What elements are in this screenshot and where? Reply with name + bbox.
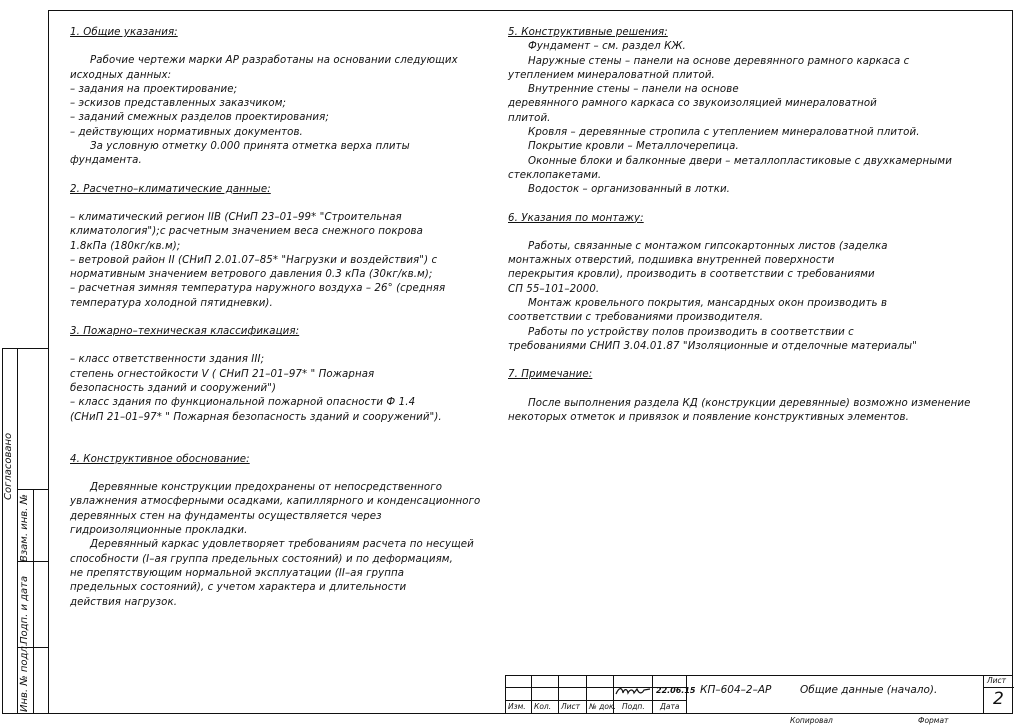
inv-orig-label: Инв. № подл. bbox=[19, 643, 30, 712]
line-spacer bbox=[508, 354, 978, 368]
text-line: стеклопакетами. bbox=[508, 169, 602, 181]
text-line: Оконные блоки и балконные двери – металлопластиковые с двухкамерными bbox=[528, 155, 952, 167]
text-line: перекрытия кровли), производить в соответствии с требованиями bbox=[508, 269, 875, 281]
text-line: Деревянные конструкции предохранены от непосредственного bbox=[90, 482, 443, 494]
text-line: температура холодной пятидневки). bbox=[70, 297, 273, 309]
section-heading: 6. Указания по монтажу: bbox=[508, 212, 644, 224]
text-line: – эскизов представленных заказчиком; bbox=[70, 98, 287, 110]
section-heading: 4. Конструктивное обоснование: bbox=[70, 453, 250, 465]
line-spacer bbox=[508, 383, 978, 397]
text-line: Работы, связанные с монтажом гипсокартонных листов (заделка bbox=[528, 240, 888, 252]
header-kol: Кол. bbox=[534, 702, 552, 711]
text-line: предельных состояний), с учетом характера и длительности bbox=[70, 582, 407, 594]
text-line: увлажнения атмосферными осадками, капиллярного и конденсационного bbox=[70, 496, 481, 508]
text-line: СП 55–101–2000. bbox=[508, 283, 600, 295]
line-spacer bbox=[70, 311, 490, 325]
text-line: 1.8кПа (180кг/кв.м); bbox=[70, 240, 181, 252]
text-line: Кровля – деревянные стропила с утеплением минераловатной плитой. bbox=[528, 127, 920, 139]
text-line: – класс ответственности здания III; bbox=[70, 354, 265, 366]
document-code: КП–604–2–АР bbox=[700, 684, 772, 696]
header-date: Дата bbox=[660, 702, 680, 711]
line-spacer bbox=[70, 169, 490, 183]
section-heading: 7. Примечание: bbox=[508, 369, 593, 381]
line-spacer bbox=[70, 425, 490, 453]
line-spacer bbox=[70, 197, 490, 211]
agreed-label: Согласовано bbox=[3, 432, 14, 500]
text-line: соответствии с требованиями производителя. bbox=[508, 312, 764, 324]
sheet-label: Лист bbox=[987, 676, 1007, 685]
text-line: деревянных стен на фундаменты осуществляется через bbox=[70, 510, 382, 522]
inv-replace-label: Взам. инв. № bbox=[19, 494, 30, 562]
text-line: – задания на проектирование; bbox=[70, 83, 238, 95]
text-line: – расчетная зимняя температура наружного воздуха – 26° (средняя bbox=[70, 283, 446, 295]
text-line: – действующих нормативных документов. bbox=[70, 126, 303, 138]
text-line: деревянного рамного каркаса со звукоизоляцией минераловатной bbox=[508, 98, 877, 110]
sign-date-label: Подп. и дата bbox=[19, 575, 30, 644]
header-sign: Подп. bbox=[622, 702, 645, 711]
line-spacer bbox=[508, 226, 978, 240]
line-spacer bbox=[70, 339, 490, 353]
format-label: Формат bbox=[918, 716, 949, 725]
section-heading: 1. Общие указания: bbox=[70, 27, 178, 38]
approval-date: 22.06.15 bbox=[656, 686, 696, 695]
sheet-title: Общие данные (начало). bbox=[800, 684, 938, 696]
text-line: После выполнения раздела КД (конструкции деревянные) возможно изменение bbox=[528, 397, 971, 409]
text-line: За условную отметку 0.000 принята отметка верха плиты bbox=[90, 141, 410, 153]
text-line: монтажных отверстий, подшивка внутренней поверхности bbox=[508, 255, 835, 267]
text-line: – заданий смежных разделов проектирования; bbox=[70, 112, 329, 124]
text-line: требованиями СНИП 3.04.01.87 "Изоляционные и отделочные материалы" bbox=[508, 340, 917, 352]
text-line: Монтаж кровельного покрытия, мансардных окон производить в bbox=[528, 298, 888, 310]
header-izm: Изм. bbox=[508, 702, 526, 711]
text-line: (СНиП 21–01–97* " Пожарная безопасность зданий и сооружений"). bbox=[70, 411, 442, 423]
text-line: – класс здания по функциональной пожарной опасности Ф 1.4 bbox=[70, 397, 416, 409]
line-spacer bbox=[70, 40, 490, 54]
text-line: утеплением минераловатной плитой. bbox=[508, 69, 715, 81]
text-line: гидроизоляционные прокладки. bbox=[70, 525, 248, 537]
general-notes-left-column bbox=[70, 26, 490, 610]
line-spacer bbox=[508, 198, 978, 212]
section-heading: 3. Пожарно–техническая классификация: bbox=[70, 326, 300, 338]
text-line: Внутренние стены – панели на основе bbox=[528, 84, 739, 96]
sheet-number: 2 bbox=[993, 689, 1004, 709]
text-line: фундамента. bbox=[70, 155, 142, 167]
text-line: нормативным значением ветрового давления 0.3 кПа (30кг/кв.м); bbox=[70, 269, 433, 281]
text-line: степень огнестойкости V ( СНиП 21–01–97* " Пожарная bbox=[70, 368, 375, 380]
text-line: Работы по устройству полов производить в соответствии с bbox=[528, 326, 854, 338]
text-line: – климатический регион IIВ (СНиП 23–01–99* "Строительная bbox=[70, 211, 402, 223]
text-line: плитой. bbox=[508, 112, 551, 124]
text-line: способности (I–ая группа предельных состояний) и по деформациям, bbox=[70, 553, 453, 565]
text-line: безопасность зданий и сооружений") bbox=[70, 382, 277, 394]
signature-image bbox=[615, 686, 651, 696]
general-notes-right-column bbox=[508, 26, 978, 425]
text-line: действия нагрузок. bbox=[70, 596, 178, 608]
text-line: Фундамент – см. раздел КЖ. bbox=[528, 41, 686, 53]
text-line: Покрытие кровли – Металлочерепица. bbox=[528, 141, 739, 153]
text-line: Водосток – организованный в лотки. bbox=[528, 184, 731, 196]
text-line: Деревянный каркас удовлетворяет требованиям расчета по несущей bbox=[90, 539, 474, 551]
text-line: – ветровой район II (СНиП 2.01.07–85* "Нагрузки и воздействия") с bbox=[70, 254, 438, 266]
text-line: Наружные стены – панели на основе деревянного рамного каркаса с bbox=[528, 55, 910, 67]
line-spacer bbox=[70, 467, 490, 481]
section-heading: 2. Расчетно–климатические данные: bbox=[70, 183, 271, 195]
header-list: Лист bbox=[561, 702, 581, 711]
section-heading: 5. Конструктивные решения: bbox=[508, 27, 668, 38]
copied-label: Копировал bbox=[790, 716, 833, 725]
text-line: климатология");с расчетным значением веса снежного покрова bbox=[70, 226, 423, 238]
header-doc: № док. bbox=[589, 702, 616, 711]
text-line: не препятствующим нормальной эксплуатации (II–ая группа bbox=[70, 567, 405, 579]
text-line: исходных данных: bbox=[70, 69, 172, 81]
text-line: Рабочие чертежи марки АР разработаны на основании следующих bbox=[90, 55, 458, 67]
text-line: некоторых отметок и привязок и появление конструктивных элементов. bbox=[508, 411, 909, 423]
